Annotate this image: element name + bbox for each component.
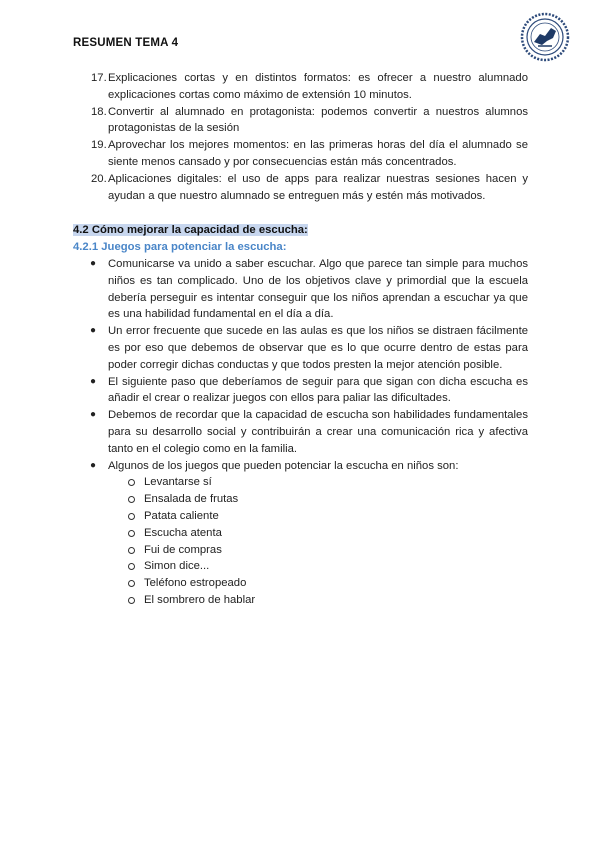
- game-text: Ensalada de frutas: [144, 493, 239, 506]
- circle-bullet-icon: [128, 580, 135, 587]
- game-item: [73, 542, 528, 559]
- circle-bullet-icon: [128, 513, 135, 520]
- document-body: [73, 70, 528, 609]
- game-item: [73, 491, 528, 508]
- list-item: [73, 70, 528, 104]
- game-text: Fui de compras: [144, 543, 222, 556]
- list-item: [73, 137, 528, 171]
- bullet-text: El siguiente paso que deberíamos de seguir para que sigan con dicha escucha es añadir el crear o realizar juegos con ellos para paliar las dificultades.: [108, 375, 528, 405]
- circle-bullet-icon: [128, 496, 135, 503]
- game-text: Teléfono estropeado: [144, 577, 247, 590]
- bullet-text: Comunicarse va unido a saber escuchar. Algo que parece tan simple para muchos niños es tan complicado. Uno de los objetivos clave y primordial que la escuela debería perseguir es intentar conseguir que los niños aprendan a escuchar ya que es una habilidad fundamental en el día a día.: [108, 257, 528, 321]
- circle-bullet-icon: [128, 530, 135, 537]
- bullet-item: [73, 256, 528, 323]
- bullet-icon: ●: [90, 375, 97, 387]
- document-header-title: RESUMEN TEMA 4: [73, 37, 179, 49]
- numbered-list: [73, 70, 528, 204]
- subsection-heading: 4.2.1 Juegos para potenciar la escucha:: [73, 241, 287, 254]
- list-number: 17.: [91, 72, 107, 84]
- list-number: 18.: [91, 105, 107, 118]
- game-text: Simon dice...: [144, 560, 210, 573]
- bullet-item: [73, 407, 528, 457]
- list-number: 19.: [91, 139, 107, 152]
- bullet-item: [73, 374, 528, 408]
- game-item: [73, 474, 528, 491]
- section-heading: [73, 222, 528, 239]
- list-item: [73, 104, 528, 138]
- list-text: Aplicaciones digitales: el uso de apps para realizar nuestras sesiones hacen y ayudan a que nuestro alumnado se entreguen más y estén más motivados.: [108, 172, 528, 202]
- section-heading-text: 4.2 Cómo mejorar la capacidad de escucha:: [73, 224, 308, 237]
- game-text: Patata caliente: [144, 509, 219, 522]
- bullet-list: [73, 256, 528, 474]
- games-sublist: [73, 474, 528, 608]
- list-item: [73, 171, 528, 205]
- bullet-text: Un error frecuente que sucede en las aulas es que los niños se distraen fácilmente es por eso que debemos de observar que es lo que ocurre dentro de estas para poder corregir dichas conductas y que todos presten la mejor atención posible.: [108, 325, 528, 371]
- game-text: Levantarse sí: [144, 476, 212, 489]
- game-item: [73, 592, 528, 609]
- list-text: Convertir al alumnado en protagonista: podemos convertir a nuestros alumnos protagonistas de la sesión: [108, 105, 528, 135]
- game-text: El sombrero de hablar: [144, 593, 256, 606]
- game-item: [73, 558, 528, 575]
- bullet-icon: ●: [90, 325, 97, 337]
- list-text: Aprovechar los mejores momentos: en las primeras horas del día el alumnado se siente menos cansado y por consecuencias están más concentrados.: [108, 139, 528, 168]
- bullet-text: Algunos de los juegos que pueden potenciar la escucha en niños son:: [108, 459, 459, 472]
- bullet-item: [73, 458, 528, 475]
- bullet-icon: ●: [90, 409, 97, 421]
- university-seal-icon: [520, 12, 570, 62]
- list-text: Explicaciones cortas y en distintos formatos: es ofrecer a nuestro alumnado explicaciones cortas como máximo de extensión 10 minutos.: [108, 72, 528, 101]
- circle-bullet-icon: [128, 479, 135, 486]
- game-item: [73, 575, 528, 592]
- game-text: Escucha atenta: [144, 526, 222, 539]
- circle-bullet-icon: [128, 597, 135, 604]
- circle-bullet-icon: [128, 547, 135, 554]
- list-number: 20.: [91, 172, 107, 185]
- circle-bullet-icon: [128, 563, 135, 570]
- game-item: [73, 525, 528, 542]
- game-item: [73, 508, 528, 525]
- bullet-icon: ●: [90, 257, 97, 269]
- bullet-item: [73, 323, 528, 373]
- bullet-text: Debemos de recordar que la capacidad de escucha son habilidades fundamentales para su desarrollo social y contribuirán a crear una comunicación rica y afectiva tanto en el colegio como en la familia.: [108, 409, 528, 455]
- bullet-icon: ●: [90, 459, 97, 471]
